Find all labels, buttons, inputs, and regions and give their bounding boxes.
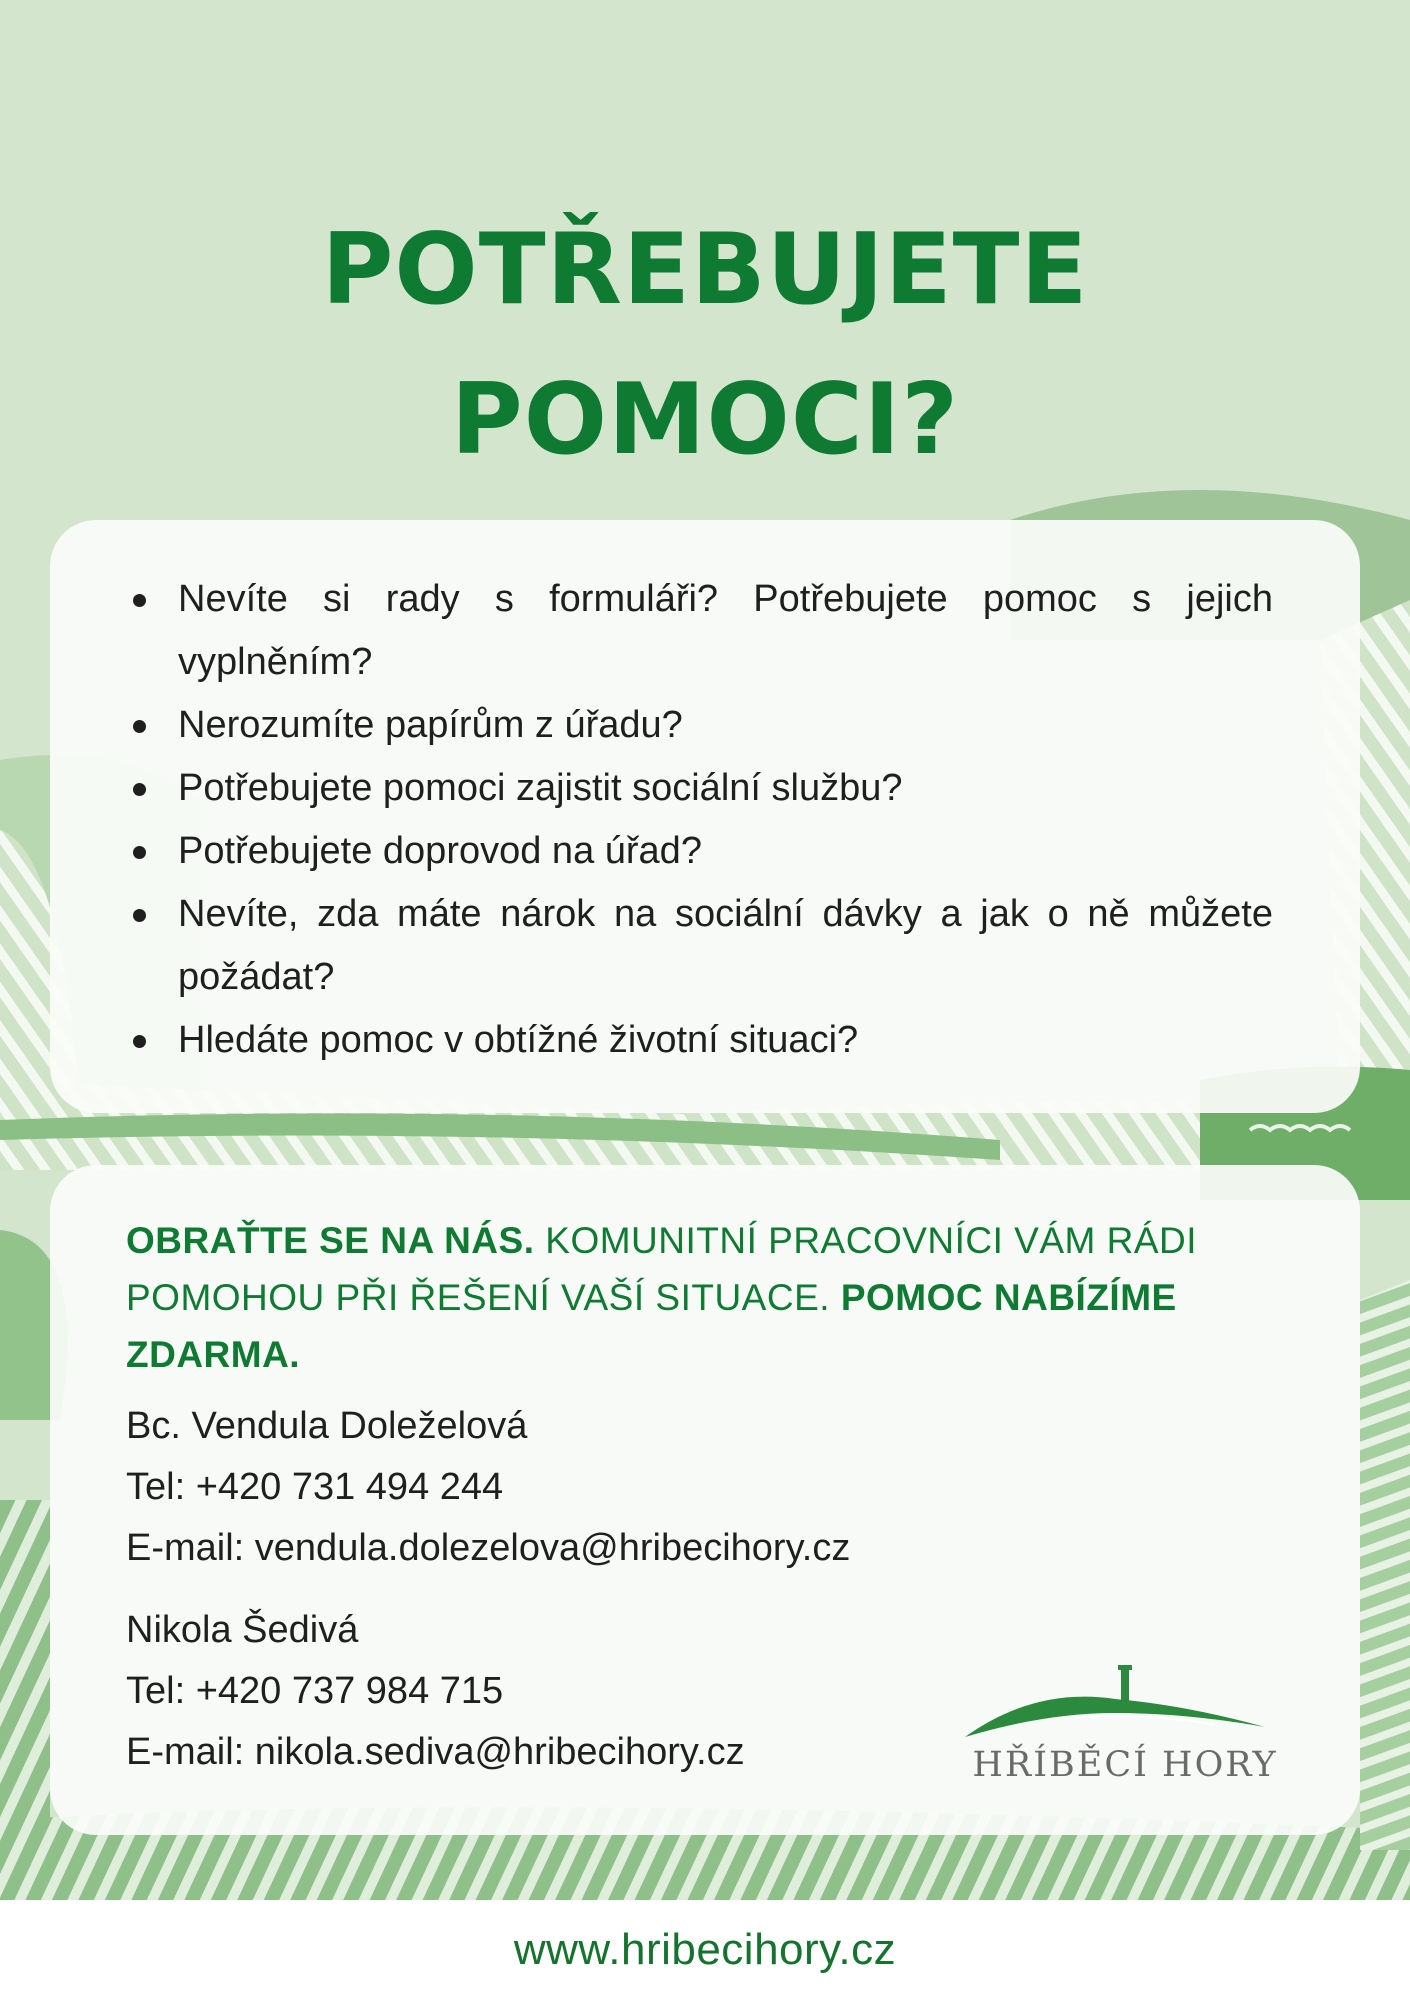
title-line-2: POMOCI?: [450, 363, 960, 477]
page-title: [0, 195, 1410, 495]
logo-text: HŘÍBĚCÍ HORY: [972, 1745, 1278, 1785]
contact-email: E-mail: nikola.sediva@hribecihory.cz: [126, 1731, 745, 1773]
lead-regular: KOMUNITNÍ PRACOVNÍCI VÁM RÁDI POMOHOU PŘI ŘEŠENÍ VAŠÍ SITUACE.: [126, 1220, 1198, 1318]
title-line-1: POTŘEBUJETE: [321, 213, 1089, 327]
contact-phone: Tel: +420 737 984 715: [126, 1670, 504, 1712]
lead-bold-1: OBRAŤTE SE NA NÁS.: [126, 1220, 535, 1261]
list-item: Potřebujete pomoci zajistit sociální službu?: [128, 757, 1273, 820]
contact-lead-text: [126, 1212, 1316, 1383]
list-item: Nevíte, zda máte nárok na sociální dávky a jak o ně můžete požádat?: [128, 883, 1273, 1009]
contact-phone: Tel: +420 731 494 244: [126, 1466, 504, 1508]
footer-website-link[interactable]: www.hribecihory.cz: [513, 1925, 897, 1974]
contact-name: Bc. Vendula Doleželová: [126, 1405, 528, 1447]
contact-name: Nikola Šedivá: [126, 1609, 359, 1651]
lead-bold-2: POMOC NABÍZÍME ZDARMA.: [126, 1277, 1177, 1375]
hill-tower-icon: [955, 1655, 1295, 1745]
hribeci-hory-logo: [955, 1655, 1295, 1795]
list-item: Nevíte si rady s formuláři? Potřebujete pomoc s jejich vyplněním?: [128, 568, 1273, 694]
contact-email: E-mail: vendula.dolezelova@hribecihory.cz: [126, 1527, 851, 1569]
list-item: Nerozumíte papírům z úřadu?: [128, 694, 1273, 757]
questions-list: [128, 568, 1273, 1072]
list-item: Hledáte pomoc v obtížné životní situaci?: [128, 1009, 1273, 1072]
contact-block-dolezelova: [126, 1396, 1026, 1579]
list-item: Potřebujete doprovod na úřad?: [128, 820, 1273, 883]
contact-block-sediva: [126, 1600, 1026, 1783]
